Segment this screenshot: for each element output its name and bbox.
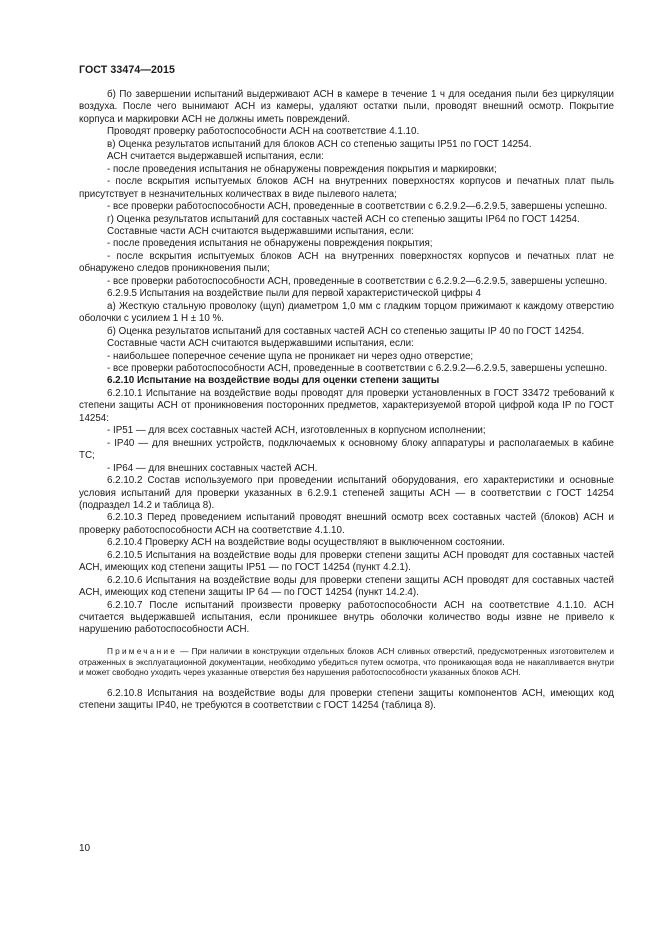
paragraph: 6.2.10.4 Проверку АСН на воздействие воды осуществляют в выключенном состоянии.	[107, 537, 505, 549]
note-label: Примечание	[107, 645, 178, 656]
paragraph: б) По завершении испытаний выдерживают АСН в камере в течение 1 ч для оседания пыли без циркуляции воздуха. После чего вынимают АСН из камеры, удаляют остатки пыли, проводят внешний осмотр. Покрытие корпуса и маркировки АСН не должны иметь повреждений.	[79, 89, 614, 125]
paragraph: Проводят проверку работоспособности АСН на соответствие 4.1.10.	[107, 126, 420, 138]
paragraph: Составные части АСН считаются выдержавшими испытания, если:	[107, 225, 414, 237]
list-item: - все проверки работоспособности АСН, проведенные в соответствии с 6.2.9.2—6.2.9.5, завершены успешно.	[107, 275, 608, 287]
paragraph: 6.2.10.1 Испытание на воздействие воды проводят для проверки установленных в ГОСТ 33472 требований к степени защиты АСН от проникновения посторонних предметов, характеризуемой второй цифрой кода IP по ГОСТ 14254:	[79, 387, 614, 424]
paragraph: 6.2.10.3 Перед проведением испытаний проводят внешний осмотр всех составных частей (блоков) АСН и проверку работоспособности АСН на соответствие 4.1.10.	[79, 512, 614, 536]
paragraph: 6.2.10.2 Состав используемого при проведении испытаний оборудования, его характеристики и основные условия испытаний для проверки указанных в 6.2.9.1 степеней защиты АСН — в соответствии с ГОСТ 14254 (подраздел 14.2 и таблица 8).	[79, 475, 614, 511]
paragraph: 6.2.10.7 После испытаний произвести проверку работоспособности АСН на соответствие 4.1.10. АСН считается выдержавшей испытания, если проникшее внутрь оболочки количество воды извне не привело к нарушению работоспособности АСН.	[79, 599, 614, 636]
paragraph: 6.2.10.6 Испытания на воздействие воды для проверки степени защиты АСН проводят для составных частей АСН, имеющих код степени защиты IP 64 — по ГОСТ 14254 (пункт 14.2.4).	[79, 574, 614, 599]
paragraph: Составные части АСН считаются выдержавшими испытания, если:	[107, 338, 414, 350]
note-text: — При наличии в конструкции отдельных блоков АСН сливных отверстий, предусмотренных изготовителем и отраженных в эксплуатационной документации, необходимо убедиться путем осмотра, что проникающая вода не накапливается внутри и может свободно уходить через указанные отверстия без нарушения работоспособности указанных блоков АСН.	[79, 645, 614, 678]
list-item: - после вскрытия испытуемых блоков АСН на внутренних поверхностях корпусов и печатных плат пыль присутствует в незначительных количествах в виде пылевого налета;	[79, 176, 614, 200]
subsection-title: 6.2.9.5 Испытания на воздействие пыли для первой характеристической цифры 4	[107, 288, 481, 300]
section-heading: 6.2.10 Испытание на воздействие воды для оценки степени защиты	[107, 375, 440, 387]
list-item: - после проведения испытания не обнаружены повреждения покрытия и маркировки;	[107, 163, 497, 175]
list-item: - IP51 — для всех составных частей АСН, изготовленных в корпусном исполнении;	[107, 425, 486, 437]
document-body	[79, 89, 614, 713]
paragraph: 6.2.10.8 Испытания на воздействие воды для проверки степени защиты компонентов АСН, имеющих код степени защиты IP40, не требуются в соответствии с ГОСТ 14254 (таблица 8).	[79, 687, 614, 712]
list-item: - IP64 — для внешних составных частей АСН.	[107, 462, 318, 474]
paragraph: г) Оценка результатов испытаний для составных частей АСН со степенью защиты IP64 по ГОСТ 14254.	[107, 213, 580, 225]
paragraph: в) Оценка результатов испытаний для блоков АСН со степенью защиты IP51 по ГОСТ 14254.	[107, 138, 532, 150]
paragraph: а) Жесткую стальную проволоку (щуп) диаметром 1,0 мм с гладким торцом прижимают к каждому отверстию оболочки с усилием 1 Н ± 10 %.	[79, 300, 614, 325]
list-item: - все проверки работоспособности АСН, проведенные в соответствии с 6.2.9.2—6.2.9.5, завершены успешно.	[107, 201, 608, 213]
page-number: 10	[79, 843, 91, 854]
note	[79, 646, 614, 678]
list-item: - все проверки работоспособности АСН, проведенные в соответствии с 6.2.9.2—6.2.9.5, завершены успешно.	[107, 362, 608, 374]
list-item: - IP40 — для внешних устройств, подключаемых к основному блоку аппаратуры и располагаемых в кабине ТС;	[79, 437, 614, 462]
list-item: - после вскрытия испытуемых блоков АСН на внутренних поверхностях корпусов и печатных плат не обнаружено следов проникновения пыли;	[79, 250, 614, 275]
paragraph: б) Оценка результатов испытаний для составных частей АСН со степенью защиты IP 40 по ГОСТ 14254.	[107, 325, 585, 337]
list-item: - наибольшее поперечное сечение щупа не проникает ни через одно отверстие;	[107, 350, 474, 362]
document-header: ГОСТ 33474—2015	[79, 64, 176, 76]
list-item: - после проведения испытания не обнаружены повреждения покрытия;	[107, 238, 433, 250]
paragraph: 6.2.10.5 Испытания на воздействие воды для проверки степени защиты АСН проводят для составных частей АСН, имеющих код степени защиты IP51 — по ГОСТ 14254 (пункт 4.2.1).	[79, 549, 614, 574]
paragraph: АСН считается выдержавшей испытания, если:	[107, 151, 324, 163]
